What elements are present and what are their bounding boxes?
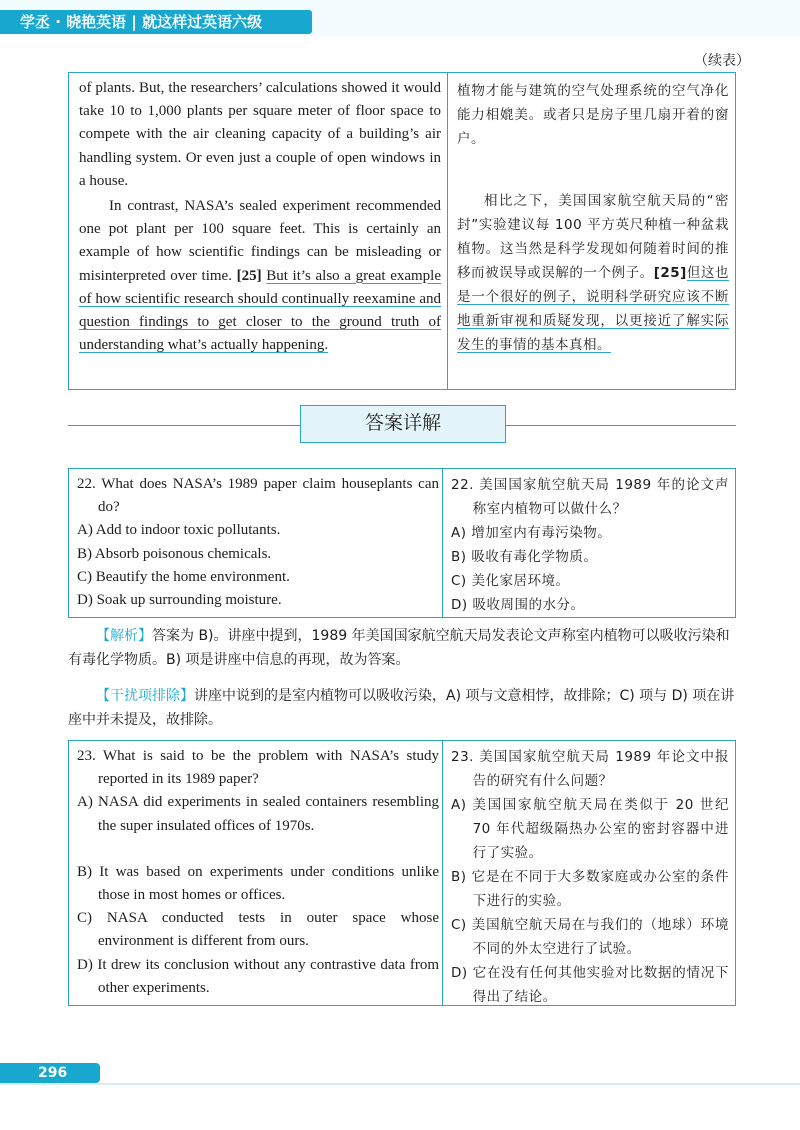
q22-zh-option-a: A) 增加室内有毒污染物。 [451,525,612,541]
q22-zh-option-d: D) 吸收周围的水分。 [451,597,585,613]
passage-english-column [79,77,441,357]
distractor-tag: 【干扰项排除】 [96,688,194,704]
q22-en-option-a: A) Add to indoor toxic pollutants. [77,522,281,539]
section-heading [68,405,736,447]
passage-zh-paragraph-2 [457,189,729,357]
q22-en-question: 22. What does NASA’s 1989 paper claim houseplants can do? [77,476,439,516]
section-title: 答案详解 [300,405,506,443]
passage-zh-paragraph-1: 植物才能与建筑的空气处理系统的空气净化能力相媲美。或者只是房子里几扇开着的窗户。 [457,83,729,147]
continued-label: （续表） [694,53,750,69]
question-22-table [68,468,736,618]
column-divider [442,741,443,1005]
q23-zh-option-b: B) 它是在不同于大多数家庭或办公室的条件下进行的实验。 [451,869,729,909]
page-footer-rule [0,1083,800,1085]
q22-en-option-c: C) Beautify the home environment. [77,568,290,585]
passage-zh-underlined: 但这也是一个很好的例子，说明科学研究应该不断地重新审视和质疑发现，以更接近了解实际发生的事情的基本真相。 [457,265,730,353]
q22-english [77,473,439,612]
q22-zh-option-c: C) 美化家居环境。 [451,573,570,589]
passage-en-underlined: But it’s also a great example of how scientific research should continually reexamine and question findings to get closer to the ground truth of understanding what’s actually happening. [79,267,442,354]
distractor-paragraph [68,684,736,732]
passage-table [68,72,736,390]
distractor-text: 讲座中说到的是室内植物可以吸收污染，A) 项与文意相悖，故排除；C) 项与 D) 项在讲座中并未提及，故排除。 [68,688,735,728]
question-23-table [68,740,736,1006]
q23-chinese [451,745,729,1009]
q22-en-option-b: B) Absorb poisonous chemicals. [77,545,272,562]
q23-en-option-b: B) It was based on experiments under conditions unlike those in most homes or offices. [77,863,439,904]
q22-zh-question: 22. 美国国家航空航天局 1989 年的论文声称室内植物可以做什么？ [451,477,729,517]
q23-en-option-a: A) NASA did experiments in sealed containers resembling the super insulated offices of 1970s. [77,794,439,834]
q22-chinese [451,473,729,617]
passage-en-marker: [25] [236,267,262,284]
passage-zh-marker: [25] [653,265,687,281]
q23-zh-question: 23. 美国国家航空航天局 1989 年论文中报告的研究有什么问题？ [451,749,729,789]
column-divider [442,469,443,617]
page-number: 296 [0,1063,100,1083]
q23-zh-option-a: A) 美国国家航空航天局在类似于 20 世纪 70 年代超级隔热办公室的密封容器中进行了实验。 [451,797,729,861]
analysis-paragraph [68,624,736,672]
passage-en-plain: In contrast, NASA’s sealed experiment recommended one pot plant per 100 square feet. This is certainly an example of how scientific findings can be misleading or misinterpreted over time. [79,198,441,284]
passage-chinese-column [457,79,729,357]
q22-zh-option-b: B) 吸收有毒化学物质。 [451,549,598,565]
q23-zh-option-d: D) 它在没有任何其他实验对比数据的情况下得出了结论。 [451,965,729,1005]
book-title: 学丞 · 晓艳英语 | 就这样过英语六级 [0,10,312,34]
column-divider [447,73,448,389]
q22-en-option-d: D) Soak up surrounding moisture. [77,592,282,609]
q23-zh-option-c: C) 美国航空航天局在与我们的（地球）环境不同的外太空进行了试验。 [451,917,729,957]
q23-en-option-c: C) NASA conducted tests in outer space whose environment is different from ours. [77,910,439,950]
passage-zh-plain: 相比之下，美国国家航空航天局的“密封”实验建议每 100 平方英尺种植一种盆栽植物。这当然是科学发现如何随着时间的推移而被误导或误解的一个例子。 [457,193,729,281]
q23-en-question: 23. What is said to be the problem with NASA’s study reported in its 1989 paper? [77,748,439,788]
analysis-tag: 【解析】 [96,628,152,644]
q23-english [77,745,439,1000]
q23-en-option-d: D) It drew its conclusion without any contrastive data from other experiments. [77,956,439,996]
analysis-text: 答案为 B)。讲座中提到，1989 年美国国家航空航天局发表论文声称室内植物可以吸收污染和有毒化学物质。B) 项是讲座中信息的再现，故为答案。 [68,628,730,668]
passage-en-paragraph-1: of plants. But, the researchers’ calculations showed it would take 10 to 1,000 plants per square meter of floor space to compete with the air cleaning capacity of a building’s air handling system. Or even just a couple of open windows in a house. [79,80,441,189]
passage-en-paragraph-2 [79,195,441,357]
